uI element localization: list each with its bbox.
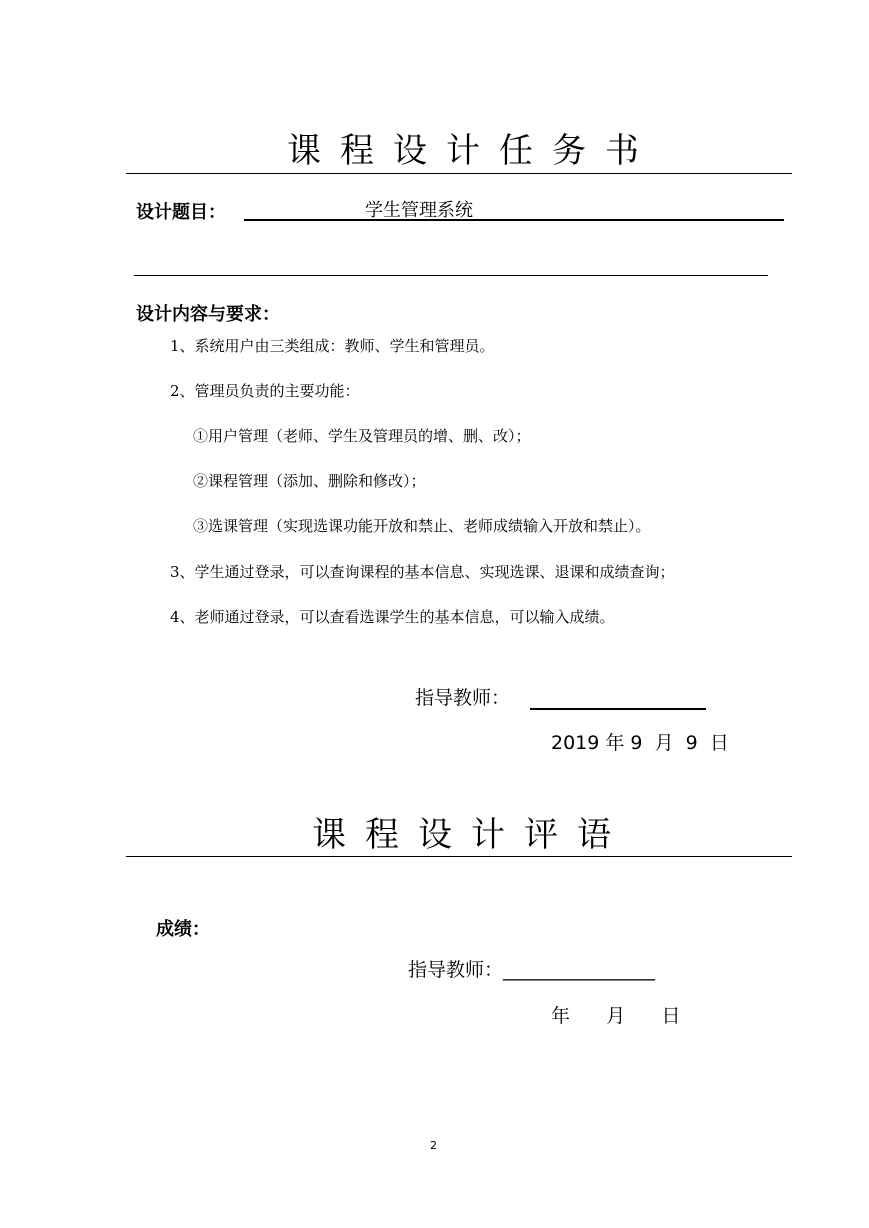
task-title: 课程设计任务书	[287, 131, 658, 171]
review-date: 年 月 日	[551, 1005, 681, 1027]
review-advisor-blank: ________________	[503, 959, 656, 981]
review-title: 课程设计评语	[312, 815, 630, 855]
list-item: 3、学生通过登录，可以查询课程的基本信息、实现选课、退课和成绩查询；	[170, 563, 675, 581]
review-advisor-label	[408, 958, 655, 982]
list-item: ②课程管理（添加、删除和修改）；	[193, 472, 426, 490]
grade-label: 成绩：	[156, 919, 210, 940]
list-item: ①用户管理（老师、学生及管理员的增、删、改）；	[193, 427, 531, 445]
advisor-label: 指导教师：	[415, 687, 511, 709]
topic-label: 设计题目：	[136, 202, 226, 223]
list-item: 2、管理员负责的主要功能：	[170, 382, 360, 400]
topic-value: 学生管理系统	[365, 200, 473, 221]
topic-underline	[244, 219, 784, 221]
task-title-rule	[126, 173, 792, 174]
review-title-rule	[126, 856, 792, 857]
page-number: 2	[430, 1139, 437, 1152]
advisor-signature-line	[530, 708, 706, 710]
review-advisor-label-text: 指导教师：	[408, 959, 504, 981]
content-label: 设计内容与要求：	[136, 304, 280, 325]
list-item: ③选课管理（实现选课功能开放和禁止、老师成绩输入开放和禁止）。	[193, 517, 651, 535]
list-item: 4、老师通过登录，可以查看选课学生的基本信息，可以输入成绩。	[170, 608, 615, 626]
blank-line	[134, 275, 768, 276]
task-date: 2019 年 9 月 9 日	[551, 732, 729, 754]
list-item: 1、系统用户由三类组成：教师、学生和管理员。	[170, 337, 495, 355]
